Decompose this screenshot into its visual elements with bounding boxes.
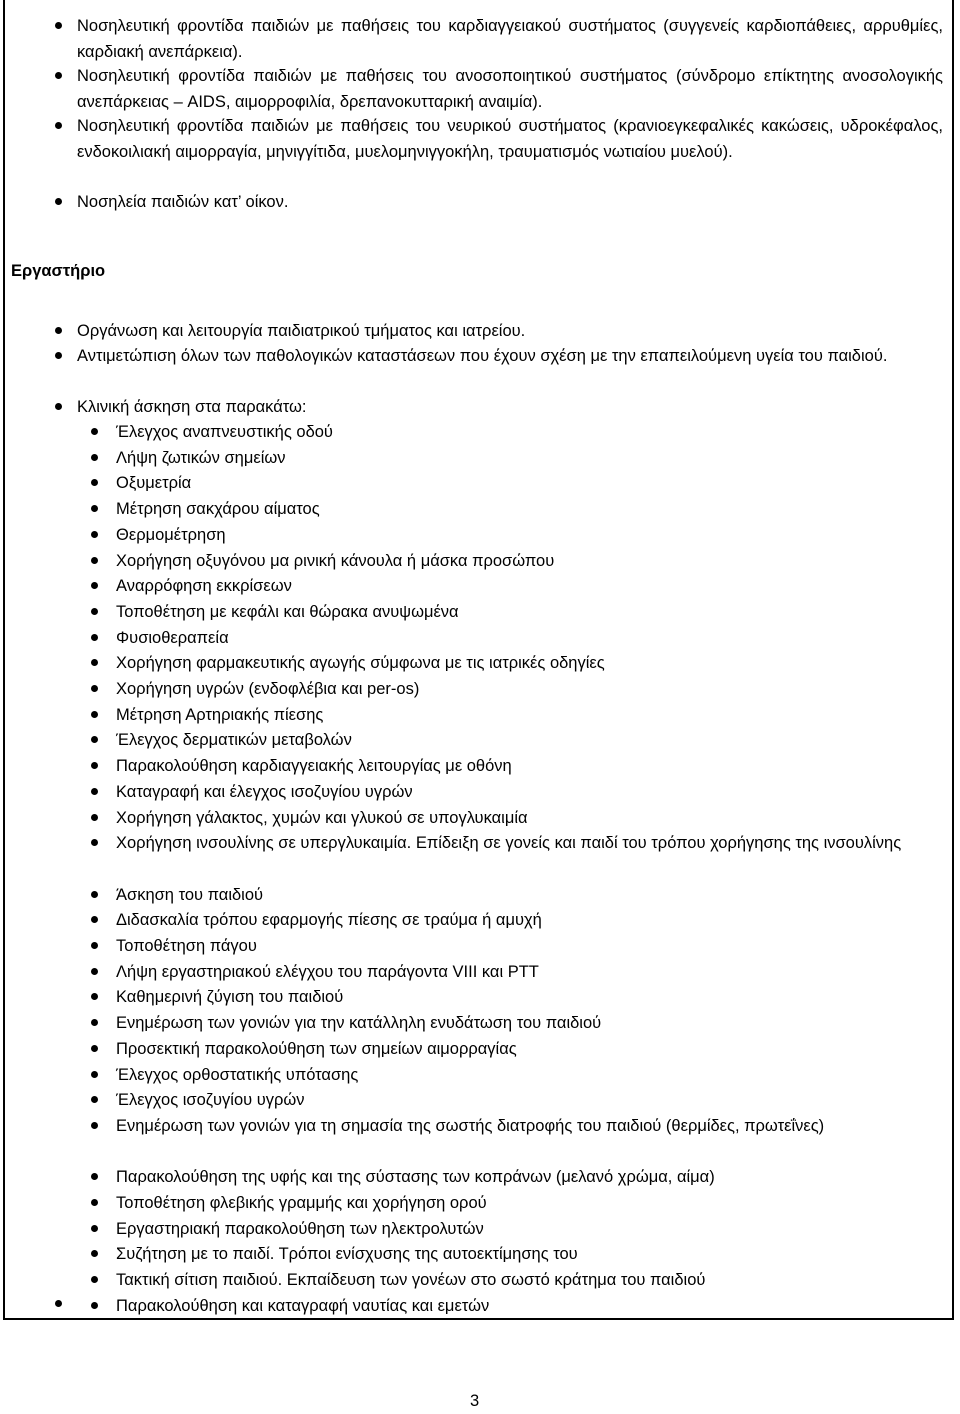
clinical-item: Χορήγηση γάλακτος, χυμών και γλυκού σε υπογλυκαιμία [116,808,528,827]
list-item: Νοσηλευτική φροντίδα παιδιών με παθήσεις του καρδιαγγειακού συστήματος (συγγενείς καρδιοπάθειες, αρρυθμίες, καρδιακή ανεπάρκεια). [77,17,943,61]
list-item: Νοσηλευτική φροντίδα παιδιών με παθήσεις του ανοσοποιητικού συστήματος (σύνδρομο επίκτητης ανοσολογικής ανεπάρκειας – AIDS, αιμορροφιλία, δρεπανοκυτταρική αναιμία). [77,67,943,111]
bullet [91,1071,98,1078]
clinical-item: Συζήτηση με το παιδί. Τρόποι ενίσχυσης της αυτοεκτίμησης του [116,1245,578,1264]
bullet [55,198,62,205]
bullet [91,891,98,898]
bullet [91,1199,98,1206]
list-item: Νοσηλευτική φροντίδα παιδιών με παθήσεις του νευρικού συστήματος (κρανιοεγκεφαλικές κακώσεις, υδροκέφαλος, ενδοκοιλιακή αιμορραγία, μηνιγγίτιδα, μυελομηνιγγοκήλη, τραυματισμός νωτιαίου μυελού). [77,117,943,161]
clinical-item: Άσκηση του παιδιού [116,885,264,904]
bullet [91,1045,98,1052]
clinical-item: Διδασκαλία τρόπου εφαρμογής πίεσης σε τραύμα ή αμυχή [116,911,542,930]
clinical-item: Χορήγηση υγρών (ενδοφλέβια και per-os) [116,680,420,698]
clinical-item: Εργαστηριακή παρακολούθηση των ηλεκτρολυτών [116,1219,484,1238]
clinical-item: Οξυμετρία [116,474,192,493]
bullet [91,685,98,692]
bullet [91,942,98,949]
bullet [55,72,62,79]
clinical-item: Έλεγχος ορθοστατικής υπότασης [116,1065,359,1084]
clinical-item: Φυσιοθεραπεία [116,628,229,647]
bullet [55,122,62,129]
clinical-item: Παρακολούθηση της υφής και της σύστασης των κοπράνων (μελανό χρώμα, αίμα) [116,1168,715,1187]
clinical-item: Έλεγχος δερματικών μεταβολών [116,731,352,750]
bullet [91,968,98,975]
clinical-item: Έλεγχος αναπνευστικής οδού [116,423,333,441]
bullet [55,327,62,334]
clinical-item: Λήψη εργαστηριακού ελέγχου του παράγοντα VIII και PTT [116,962,539,981]
clinical-item: Τοποθέτηση με κεφάλι και θώρακα ανυψωμένα [116,602,459,621]
clinical-item: Τακτική σίτιση παιδιού. Εκπαίδευση των γονέων στο σωστό κράτημα του παιδιού [116,1271,706,1290]
clinical-item: Χορήγηση ινσουλίνης σε υπεργλυκαιμία. Επίδειξη σε γονείς και παιδί του τρόπου χορήγησης της ινσουλίνης [116,834,902,853]
bullet [91,531,98,538]
bullet [91,1122,98,1129]
list-item: Οργάνωση και λειτουργία παιδιατρικού τμήματος και ιατρείου. [77,322,526,340]
page-number: 3 [470,1392,480,1410]
clinical-item: Παρακολούθηση καρδιαγγειακής λειτουργίας με οθόνη [116,757,512,776]
bullet [91,1302,98,1309]
bullet [55,22,62,29]
bullet [55,1300,62,1307]
bullet [91,557,98,564]
clinical-item: Καθημερινή ζύγιση του παιδιού [116,988,344,1007]
clinical-item: Προσεκτική παρακολούθηση των σημείων αιμορραγίας [116,1039,517,1058]
clinical-item: Αναρρόφηση εκκρίσεων [116,577,292,596]
clinical-item: Τοποθέτηση πάγου [116,937,257,955]
list-item: Νοσηλεία παιδιών κατ’ οίκον. [77,193,289,211]
bullet [91,814,98,821]
bullet [91,608,98,615]
bullet [91,428,98,435]
clinical-item: Ενημέρωση των γονιών για την κατάλληλη ενυδάτωση του παιδιού [116,1014,602,1033]
clinical-item: Χορήγηση φαρμακευτικής αγωγής σύμφωνα με τις ιατρικές οδηγίες [116,654,605,673]
clinical-item: Μέτρηση σακχάρου αίματος [116,500,320,519]
bullet [55,352,62,359]
section-heading: Εργαστήριο [11,262,106,280]
clinical-item: Λήψη ζωτικών σημείων [116,448,286,467]
bullet [91,454,98,461]
list-item: Αντιμετώπιση όλων των παθολογικών καταστάσεων που έχουν σχέση με την επαπειλούμενη υγεία του παιδιού. [77,347,888,365]
bullet [91,788,98,795]
clinical-item: Θερμομέτρηση [116,525,226,544]
bullet [91,1225,98,1232]
list-item: Κλινική άσκηση στα παρακάτω: [77,398,307,416]
clinical-item: Καταγραφή και έλεγχος ισοζυγίου υγρών [116,782,413,801]
clinical-item: Έλεγχος ισοζυγίου υγρών [116,1091,305,1110]
clinical-item: Μέτρηση Αρτηριακής πίεσης [116,705,324,724]
bullet [91,711,98,718]
bullet [91,634,98,641]
clinical-item: Χορήγηση οξυγόνου μα ρινική κάνουλα ή μάσκα προσώπου [116,551,555,570]
clinical-item: Ενημέρωση των γονιών για τη σημασία της σωστής διατροφής του παιδιού (θερμίδες, πρωτεΐνες) [116,1116,825,1135]
clinical-item: Τοποθέτηση φλεβικής γραμμής και χορήγηση ορού [116,1194,487,1212]
clinical-item: Παρακολούθηση και καταγραφή ναυτίας και εμετών [116,1296,490,1315]
bullet [55,403,62,410]
